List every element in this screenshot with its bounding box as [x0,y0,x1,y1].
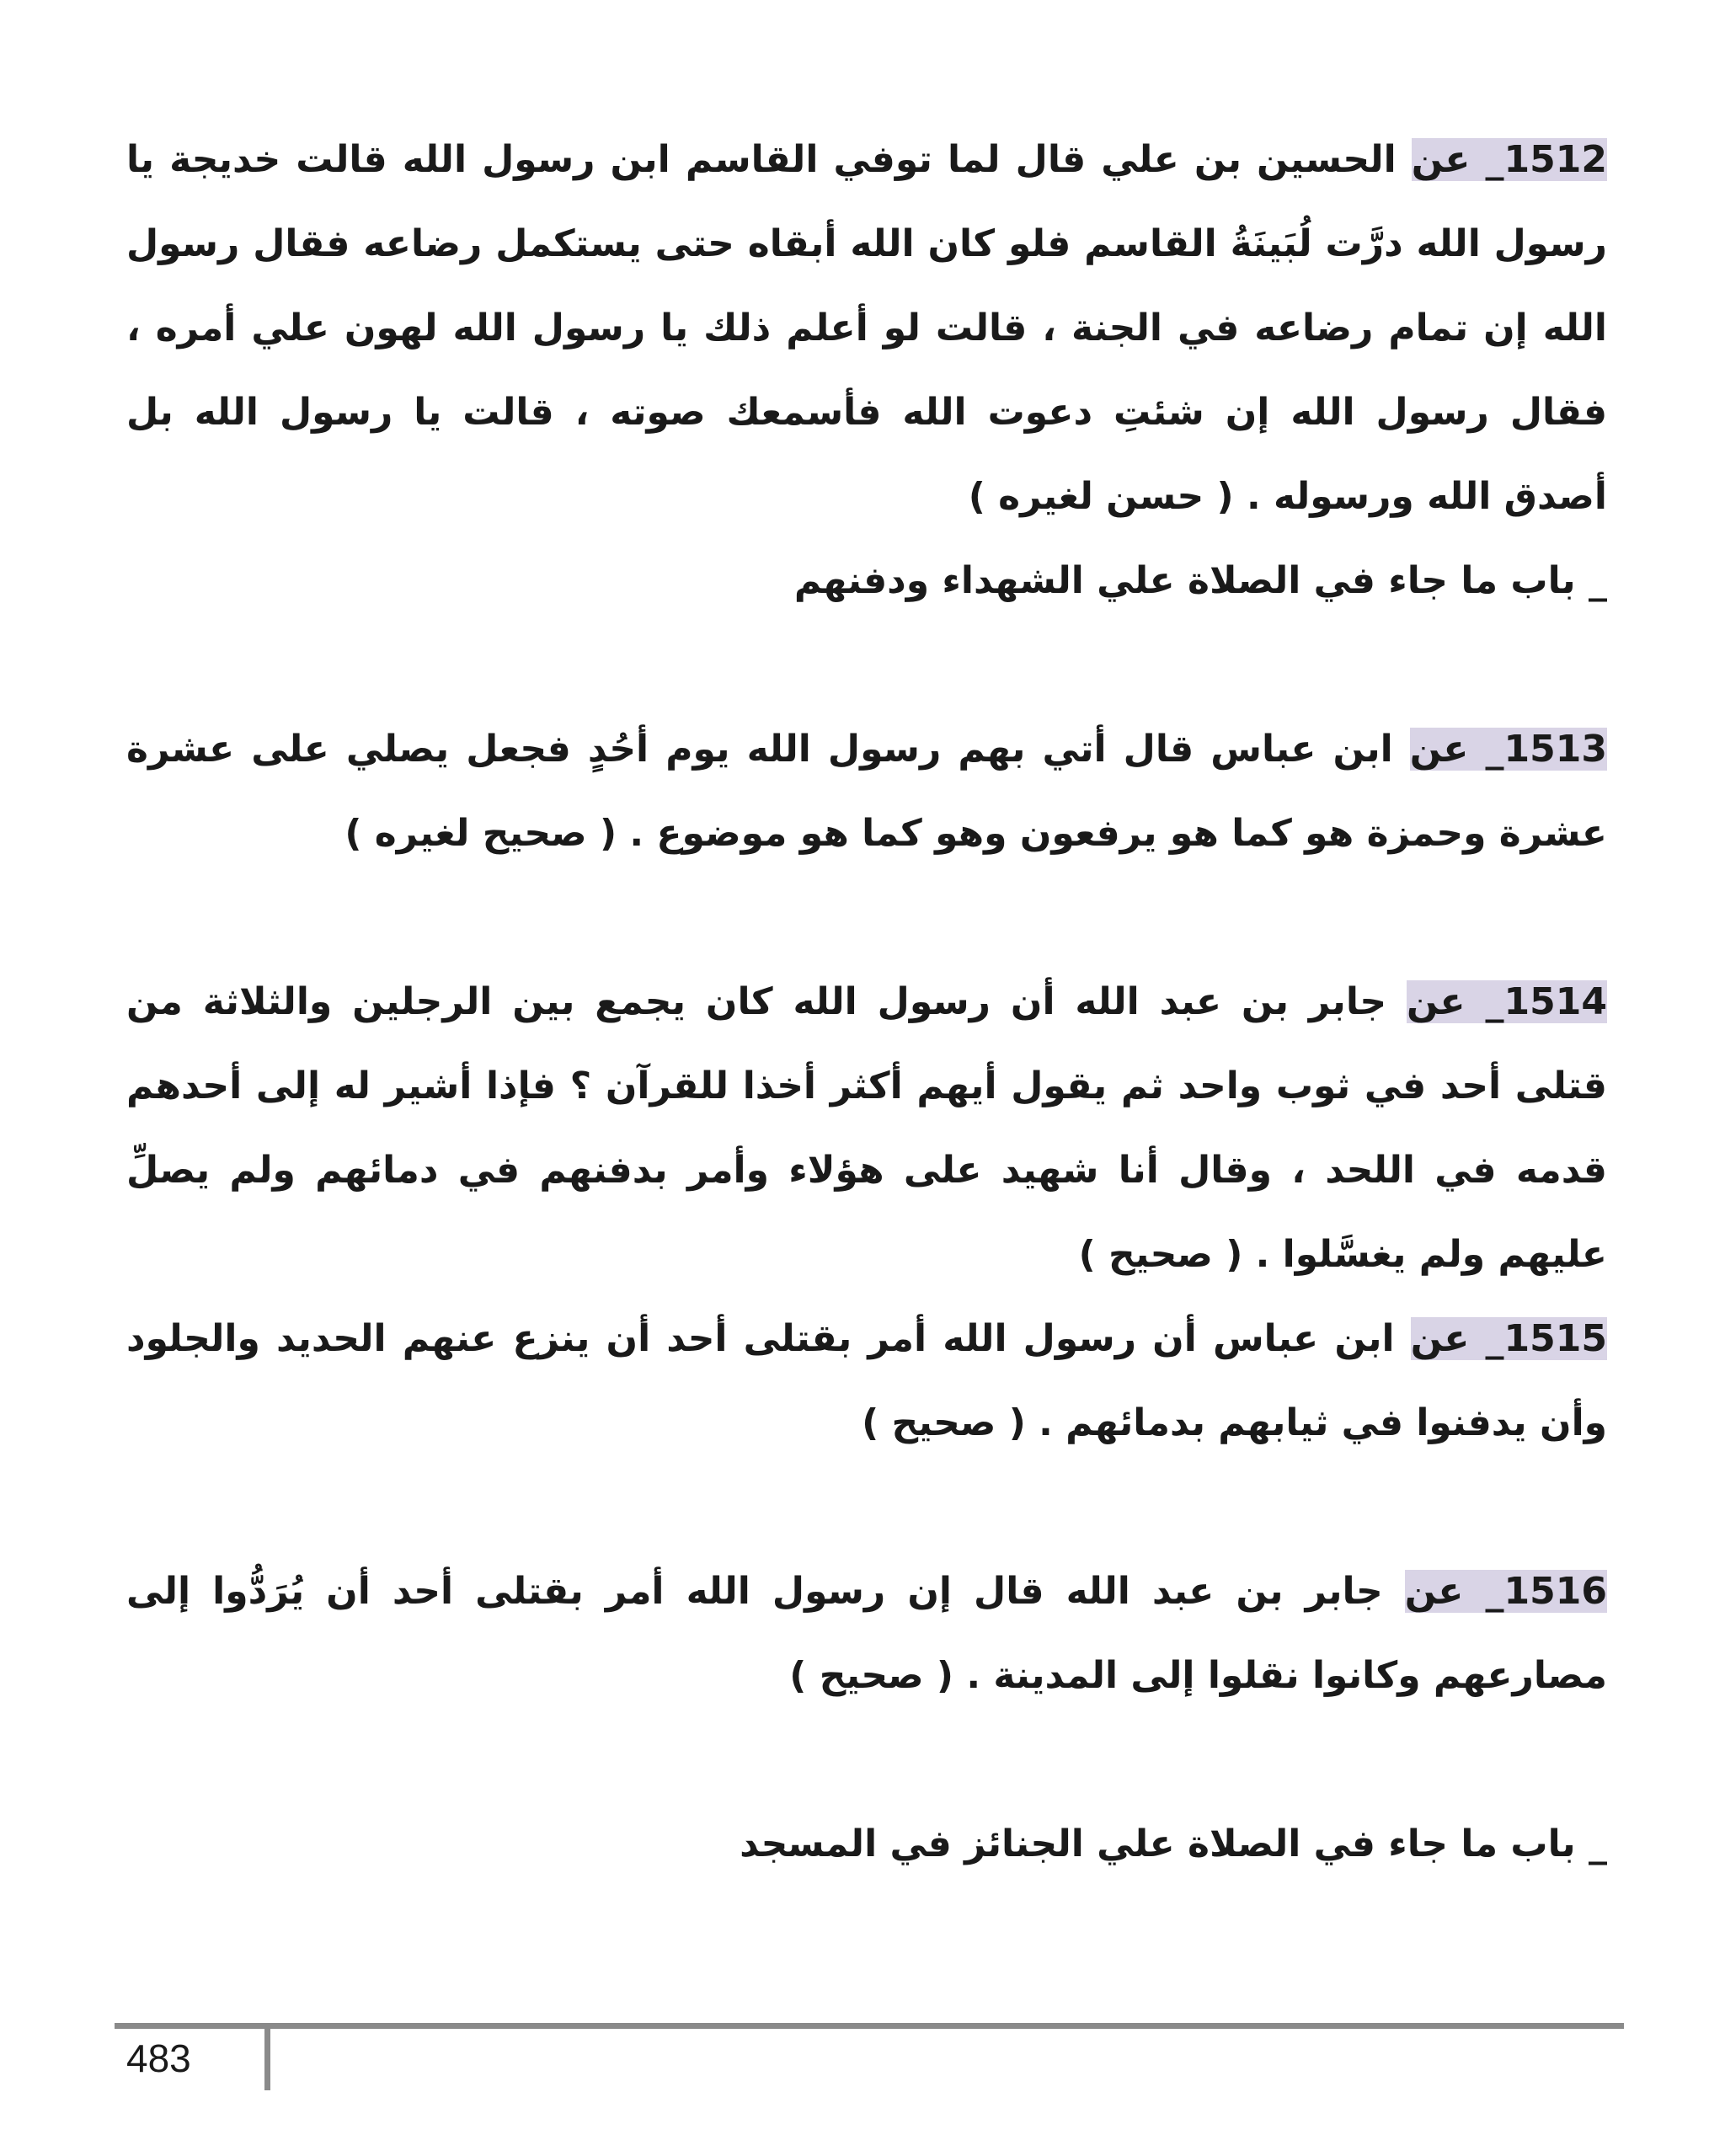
hadith-text: ابن عباس قال أتي بهم رسول الله يوم أحُدٍ فجعل يصلي على عشرة عشرة وحمزة هو كما هو يرفعون وهو كما هو موضوع . ( صحيح لغيره ) [126,728,1607,855]
footer-divider-tick [264,2023,270,2090]
hadith-number-label: 1513_ عن [1409,728,1607,771]
section-heading-martyrs: _ باب ما جاء في الصلاة علي الشهداء ودفنهم [793,559,1607,602]
hadith-1513 [126,707,1607,876]
hadith-text: ابن عباس أن رسول الله أمر بقتلى أحد أن ينزع عنهم الحديد والجلود وأن يدفنوا في ثيابهم بدمائهم . ( صحيح ) [126,1317,1607,1444]
hadith-number-label: 1516_ عن [1404,1570,1607,1613]
hadith-text: جابر بن عبد الله أن رسول الله كان يجمع بين الرجلين والثلاثة من قتلى أحد في ثوب واحد ثم يقول أيهم أكثر أخذا للقرآن ؟ فإذا أشير له إلى أحدهم قدمه في اللحد ، وقال أنا شهيد على هؤلاء وأمر بدفنهم في دمائهم ولم يصلِّ عليهم ولم يغسَّلوا . ( صحيح ) [126,980,1607,1276]
hadith-1514 [126,960,1607,1297]
hadith-number-label: 1512_ عن [1411,138,1607,181]
hadith-text: جابر بن عبد الله قال إن رسول الله أمر بقتلى أحد أن يُرَدُّوا إلى مصارعهم وكانوا نقلوا إلى المدينة . ( صحيح ) [126,1570,1607,1697]
page-number: 483 [126,2036,191,2080]
hadith-1515 [126,1297,1607,1465]
hadith-1512 [126,118,1607,539]
hadith-text: الحسين بن علي قال لما توفي القاسم ابن رسول الله قالت خديجة يا رسول الله درَّت لُبَينَةُ القاسم فلو كان الله أبقاه حتى يستكمل رضاعه فقال رسول الله إن تمام رضاعه في الجنة ، قالت لو أعلم ذلك يا رسول الله لهون علي أمره ، فقال رسول الله إن شئتِ دعوت الله فأسمعك صوته ، قالت يا رسول الله بل أصدق الله ورسوله . ( حسن لغيره ) [126,138,1607,518]
section-heading-mosque-funerals: _ باب ما جاء في الصلاة علي الجنائز في المسجد [740,1822,1607,1865]
hadith-1516 [126,1550,1607,1718]
hadith-number-label: 1515_ عن [1410,1317,1607,1360]
footer-rule [115,2023,1624,2029]
hadith-number-label: 1514_ عن [1406,980,1607,1023]
